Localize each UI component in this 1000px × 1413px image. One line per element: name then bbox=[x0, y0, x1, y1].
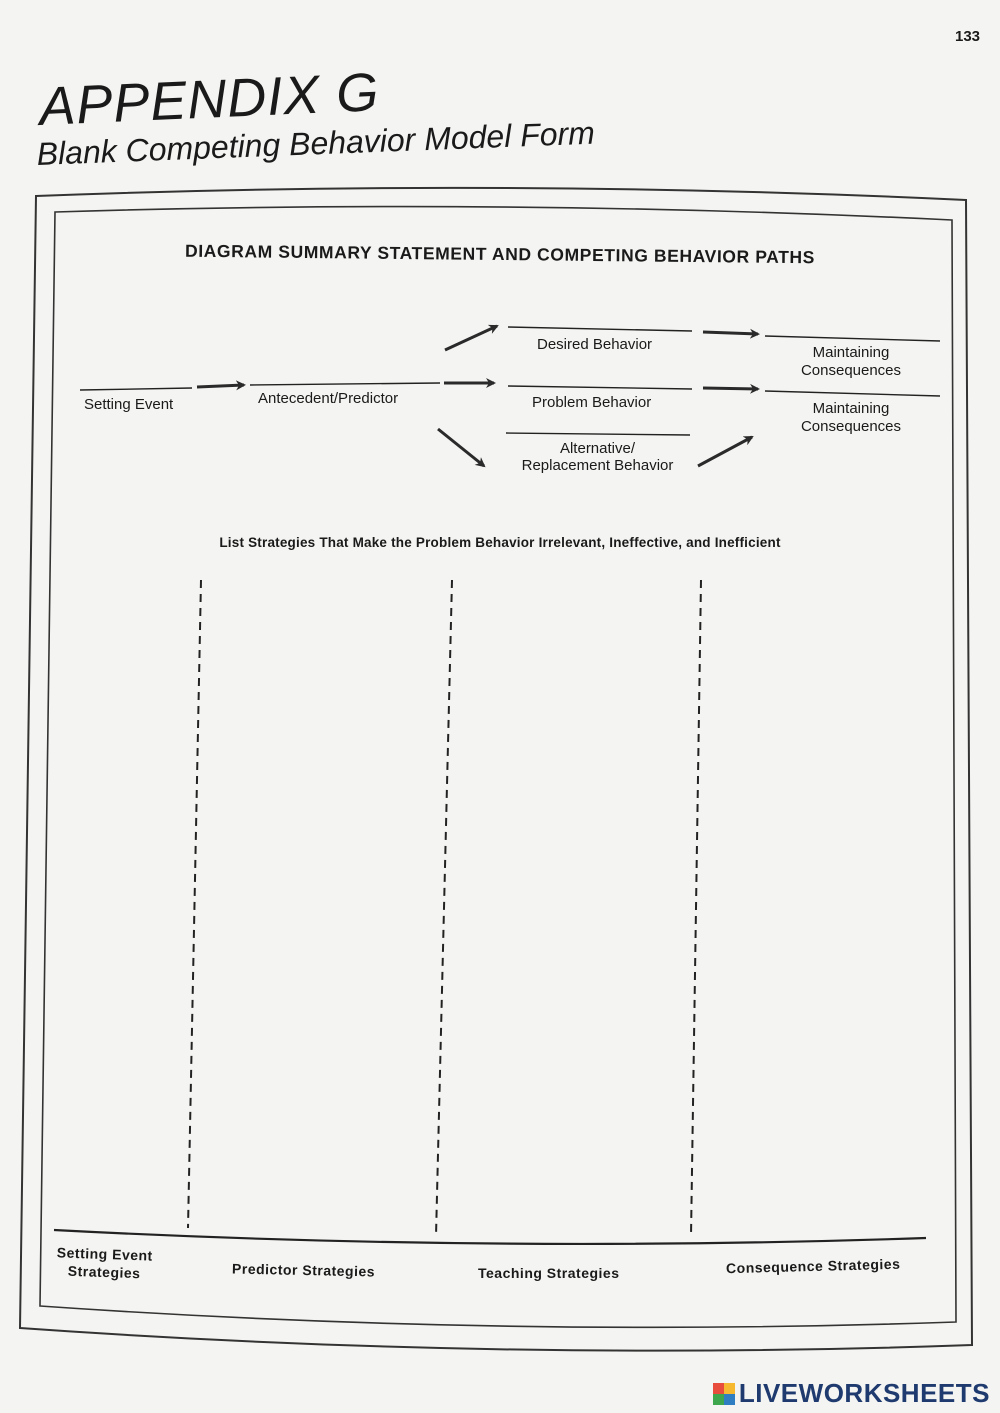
maintaining-consequences-2 bbox=[790, 400, 912, 436]
setting-event-strategies-line1: Setting Event bbox=[56, 1244, 154, 1264]
maintaining-1-line1: Maintaining bbox=[812, 344, 890, 361]
teaching-strategies-label: Teaching Strategies bbox=[478, 1265, 620, 1281]
setting-event-line bbox=[80, 388, 192, 390]
page-subtitle: Blank Competing Behavior Model Form bbox=[36, 114, 596, 172]
column-divider-3 bbox=[691, 580, 701, 1236]
logo-square-red bbox=[713, 1383, 724, 1394]
strategies-heading: List Strategies That Make the Problem Behavior Irrelevant, Ineffective, and Inefficient bbox=[219, 535, 781, 550]
maintaining-line-2 bbox=[765, 391, 940, 396]
watermark-text: LIVEWORKSHEETS bbox=[738, 1378, 990, 1408]
arrow-to-alternative bbox=[438, 429, 484, 466]
alternative-behavior-label bbox=[510, 440, 685, 474]
predictor-strategies-label: Predictor Strategies bbox=[231, 1260, 376, 1280]
consequence-strategies-label: Consequence Strategies bbox=[725, 1255, 901, 1277]
arrow-to-desired bbox=[445, 326, 497, 350]
arrow-desired-to-consequence bbox=[703, 332, 758, 334]
logo-square-blue bbox=[724, 1394, 735, 1405]
setting-event-label: Setting Event bbox=[84, 396, 174, 413]
liveworksheets-watermark bbox=[713, 1378, 990, 1409]
column-divider-1 bbox=[188, 580, 201, 1228]
setting-event-strategies-label bbox=[51, 1243, 157, 1283]
maintaining-line-1 bbox=[765, 336, 940, 341]
desired-behavior-line bbox=[508, 327, 692, 331]
page-title: APPENDIX G bbox=[38, 62, 381, 137]
arrow-alternative-to-consequence bbox=[698, 437, 752, 466]
liveworksheets-logo-icon bbox=[713, 1383, 735, 1405]
antecedent-line bbox=[250, 383, 440, 385]
logo-square-green bbox=[713, 1394, 724, 1405]
maintaining-consequences-1 bbox=[790, 344, 912, 380]
logo-square-yellow bbox=[724, 1383, 735, 1394]
alternative-behavior-line bbox=[506, 433, 690, 435]
maintaining-2-line2: Consequences bbox=[800, 418, 902, 435]
column-divider-2 bbox=[436, 580, 452, 1236]
page-number: 133 bbox=[955, 28, 981, 45]
alternative-line1: Alternative/ bbox=[559, 440, 636, 457]
diagram-heading: DIAGRAM SUMMARY STATEMENT AND COMPETING BEHAVIOR PATHS bbox=[184, 240, 816, 268]
setting-event-strategies-line2: Strategies bbox=[67, 1262, 141, 1282]
desired-behavior-label: Desired Behavior bbox=[537, 336, 653, 353]
arrow-setting-to-antecedent bbox=[197, 385, 244, 387]
problem-behavior-line bbox=[508, 386, 692, 389]
problem-behavior-label: Problem Behavior bbox=[532, 394, 652, 411]
arrow-problem-to-consequence bbox=[703, 388, 758, 389]
columns-baseline bbox=[54, 1230, 926, 1244]
alternative-line2: Replacement Behavior bbox=[521, 457, 674, 474]
maintaining-2-line1: Maintaining bbox=[812, 400, 890, 417]
maintaining-1-line2: Consequences bbox=[800, 362, 902, 379]
antecedent-label: Antecedent/Predictor bbox=[258, 390, 399, 407]
